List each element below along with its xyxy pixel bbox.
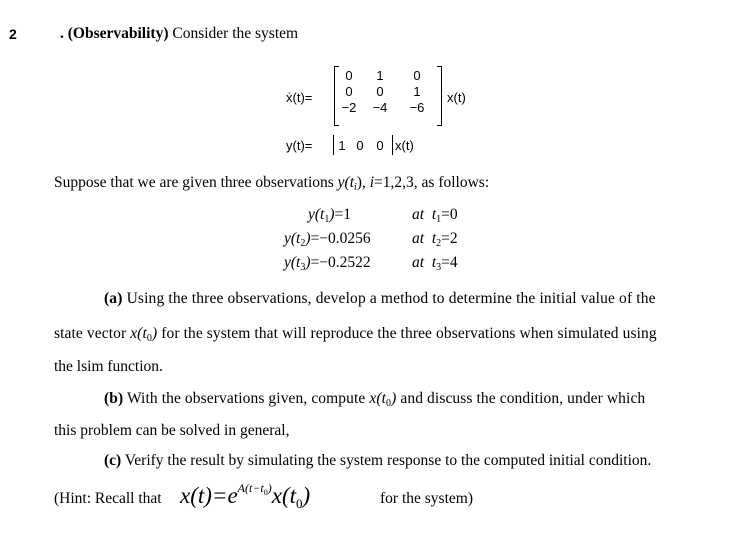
obs-lhs: y(t (284, 230, 301, 247)
observation-row-3 (284, 254, 371, 273)
output-eq-lhs: y(t)= (286, 138, 313, 153)
obs-lhs: y(t (284, 254, 301, 271)
obs-index: i (365, 174, 375, 191)
output-eq-rhs: x(t) (395, 138, 414, 153)
matrix-cell: −2 (341, 100, 357, 115)
obs-sub: 2 (300, 238, 306, 249)
obs-t: t (431, 206, 437, 223)
suppose-tail: , as follows: (413, 174, 490, 191)
formula-exp-close: ) (267, 481, 272, 495)
problem-number: 2 (9, 26, 17, 42)
obs-teq: =0 (441, 206, 458, 223)
part-b-post: and discuss the condition, under which (400, 390, 646, 407)
part-b-line-1 (104, 390, 645, 409)
part-a-line-1 (104, 290, 656, 308)
output-row (335, 138, 389, 154)
observation-time-3 (412, 254, 458, 273)
problem-heading (60, 25, 298, 43)
obs-close: ) (329, 206, 335, 223)
part-a-line-2 (54, 325, 657, 344)
state-eq-lhs: ẋ(t)= (286, 90, 313, 105)
obs-subscript: i (354, 182, 357, 193)
obs-t: t (431, 230, 437, 247)
formula-x0-sub: 0 (296, 496, 303, 511)
row-cell: 0 (376, 138, 384, 153)
part-b-label: (b) (104, 390, 124, 407)
part-c-label: (c) (104, 452, 122, 469)
part-a-line-3: the lsim function. (54, 358, 163, 375)
obs-value: =−0.2522 (310, 254, 371, 271)
matrix-cell: 1 (413, 84, 421, 99)
obs-lhs: y(t (308, 206, 325, 223)
x0-close: ) (151, 325, 158, 342)
matrix-cell: −4 (372, 100, 388, 115)
problem-intro: Consider the system (172, 25, 299, 42)
hint-formula (180, 481, 310, 512)
obs-symbol: y(t (337, 174, 355, 191)
suppose-text: Suppose that we are given three observations (54, 174, 338, 191)
formula-x0-close: ) (302, 483, 311, 508)
output-row-right-bar (392, 135, 393, 155)
state-matrix-right-bracket (437, 66, 442, 126)
part-a-post: for the system that will reproduce the three observations when simulated using (161, 325, 657, 342)
obs-close: ) (305, 230, 311, 247)
row-cell: 0 (356, 138, 364, 153)
obs-t: t (431, 254, 437, 271)
part-a-pre: state vector (54, 325, 127, 342)
x0-subscript: 0 (146, 333, 152, 344)
hint-close: for the system) (380, 490, 473, 507)
problem-title: . (Observability) (60, 25, 169, 42)
output-row-left-bar (333, 135, 334, 155)
formula-exponent: A(t−t (237, 481, 264, 495)
state-matrix (338, 68, 434, 116)
formula-lhs: x(t)=e (180, 483, 238, 508)
obs-value: =1 (334, 206, 352, 223)
part-a-text: Using the three observations, develop a method to determine the initial value of the (126, 290, 656, 307)
obs-sub: 1 (324, 214, 330, 225)
obs-at: at (412, 206, 425, 223)
x0-subscript: 0 (386, 398, 392, 409)
state-eq-rhs: x(t) (447, 90, 466, 105)
matrix-cell: 0 (376, 84, 384, 99)
matrix-cell: 0 (413, 68, 421, 83)
obs-at: at (412, 230, 425, 247)
obs-range: =1,2,3 (374, 174, 414, 191)
part-b-pre: With the observations given, compute (126, 390, 366, 407)
obs-sub: 3 (300, 262, 306, 273)
obs-at: at (412, 254, 425, 271)
row-cell: 1 (338, 138, 346, 153)
observation-row-1 (308, 206, 404, 225)
obs-value: =−0.0256 (310, 230, 371, 247)
obs-teq: =4 (441, 254, 458, 271)
part-c-line (104, 452, 651, 470)
matrix-cell: −6 (409, 100, 425, 115)
formula-x0: x(t (271, 483, 297, 508)
matrix-cell: 1 (376, 68, 384, 83)
obs-tsub: 3 (436, 262, 442, 273)
obs-teq: =2 (441, 230, 458, 247)
matrix-cell: 0 (345, 84, 353, 99)
part-c-text: Verify the result by simulating the system response to the computed initial condition. (124, 452, 652, 469)
obs-tsub: 1 (436, 214, 442, 225)
part-b-line-2: this problem can be solved in general, (54, 422, 290, 439)
x0-symbol: x(t (369, 390, 387, 407)
obs-tsub: 2 (436, 238, 442, 249)
matrix-cell: 0 (345, 68, 353, 83)
obs-close: ), (356, 174, 366, 191)
obs-close: ) (305, 254, 311, 271)
observation-time-2 (412, 230, 458, 249)
suppose-line (54, 174, 489, 193)
x0-close: ) (391, 390, 397, 407)
hint-open: (Hint: Recall that (54, 490, 162, 507)
observation-time-1 (412, 206, 458, 225)
x0-symbol: x(t (130, 325, 147, 342)
part-a-label: (a) (104, 290, 123, 307)
formula-exp-sub: 0 (263, 488, 268, 497)
observation-row-2 (284, 230, 371, 249)
